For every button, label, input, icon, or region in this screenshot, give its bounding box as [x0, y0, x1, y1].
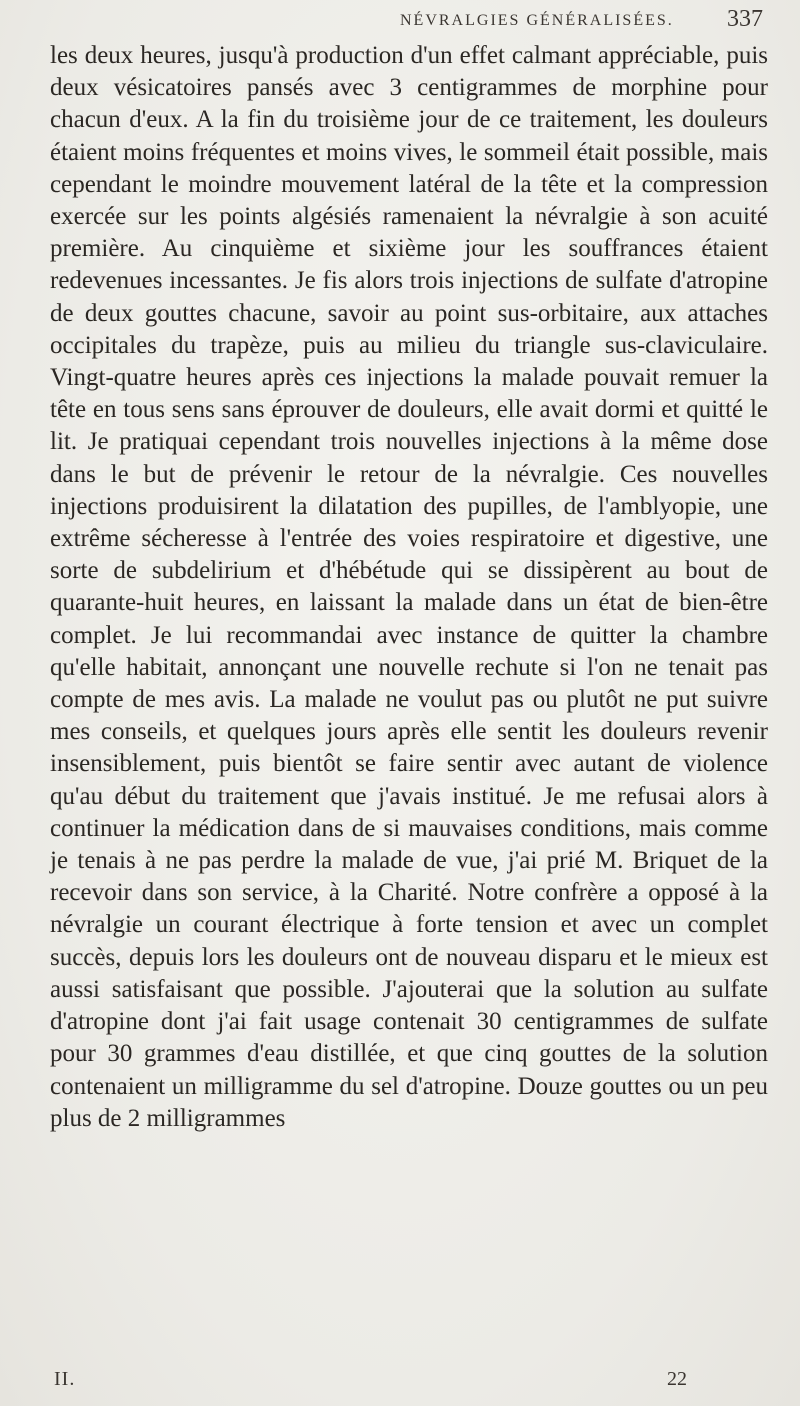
page-number: 337 [727, 6, 763, 32]
body-paragraph: les deux heures, jusqu'à production d'un effet calmant appréciable, puis deux vésicatoires pansés avec 3 centigrammes de morphine pour chacun d'eux. A la fin du troisième jour de ce traitement, les douleurs étaient moins fréquentes et moins vives, le sommeil était possible, mais cependant le moindre mouvement latéral de la tête et la compression exercée sur les points algésiés ramenaient la névralgie à son acuité première. Au cinquième et sixième jour les souffrances étaient redevenues incessantes. Je fis alors trois injections de sulfate d'atropine de deux gouttes chacune, savoir au point sus-orbitaire, aux attaches occipitales du trapèze, puis au milieu du triangle sus-claviculaire. Vingt-quatre heures après ces injections la malade pouvait remuer la tête en tous sens sans éprouver de douleurs, elle avait dormi et quitté le lit. Je pratiquai cependant trois nouvelles injections à la même dose dans le but de prévenir le retour de la névralgie. Ces nouvelles injections produisirent la dilatation des pupilles, de l'amblyopie, une extrême sécheresse à l'entrée des voies respiratoire et digestive, une sorte de subdelirium et d'hébétude qui se dissipèrent au bout de quarante-huit heures, en laissant la malade dans un état de bien-être complet. Je lui recommandai avec instance de quitter la chambre qu'elle habitait, annonçant une nouvelle rechute si l'on ne tenait pas compte de mes avis. La malade ne voulut pas ou plutôt ne put suivre mes conseils, et quelques jours après elle sentit les douleurs revenir insensiblement, puis bientôt se faire sentir avec autant de violence qu'au début du traitement que j'avais institué. Je me refusai alors à continuer la médication dans de si mauvaises conditions, mais comme je tenais à ne pas perdre la malade de vue, j'ai prié M. Briquet de la recevoir dans son service, à la Charité. Notre confrère a opposé à la névralgie un courant électrique à forte tension et avec un complet succès, depuis lors les douleurs ont de nouveau disparu et le mieux est aussi satisfaisant que possible. J'ajouterai que la solution au sulfate d'atropine dont j'ai fait usage contenait 30 centigrammes de sulfate pour 30 grammes d'eau distillée, et que cinq gouttes de la solution contenaient un milligramme du sel d'atropine. Douze gouttes ou un peu plus de 2 milligrammes [50, 42, 768, 1132]
page-footer [0, 1368, 800, 1398]
signature-number: 22 [667, 1368, 687, 1390]
signature-mark: II. [54, 1368, 76, 1390]
running-title: NÉVRALGIES GÉNÉRALISÉES. [400, 12, 674, 29]
running-head [0, 0, 800, 40]
